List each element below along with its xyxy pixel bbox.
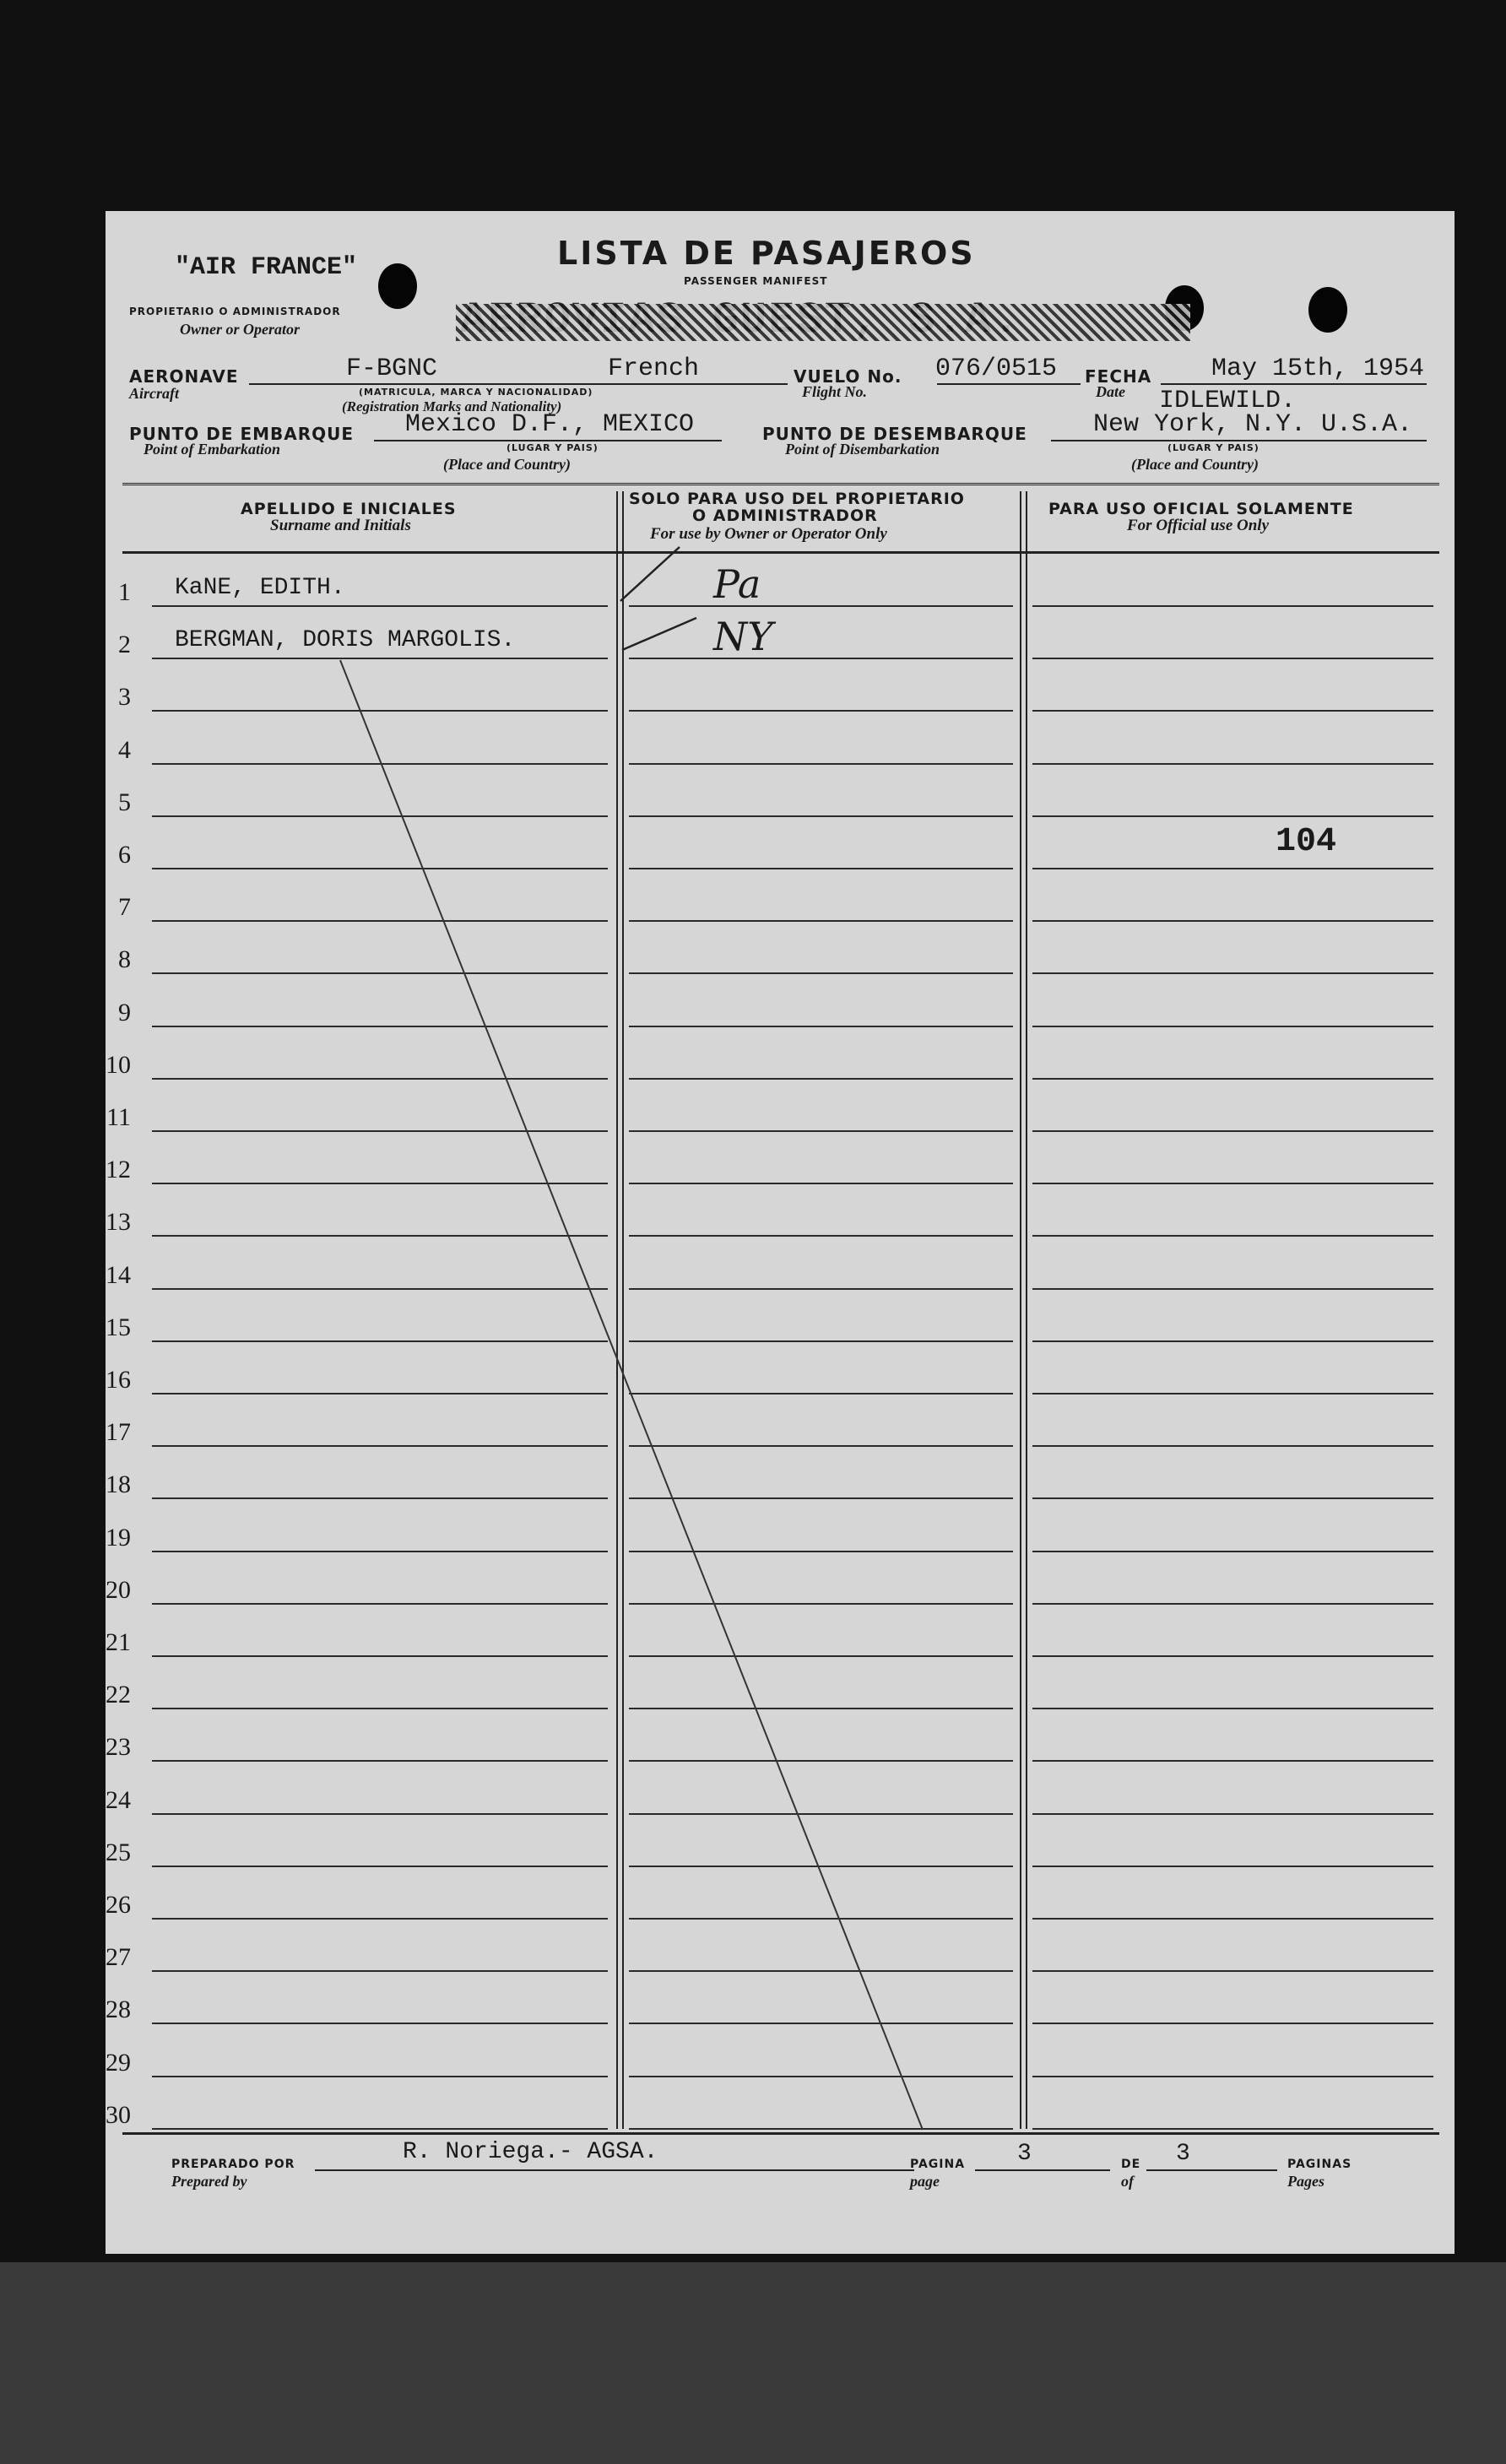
disembark-value: New York, N.Y. U.S.A.	[1093, 410, 1413, 439]
airline-name: "AIR FRANCE"	[175, 253, 358, 282]
row-rule	[1032, 1918, 1433, 1920]
of-value: 3	[1176, 2141, 1190, 2167]
owner-label-en: Owner or Operator	[180, 321, 301, 338]
row-rule	[1032, 1393, 1433, 1394]
row-number: 17	[106, 1418, 131, 1447]
of-label-en: of	[1121, 2173, 1134, 2190]
aircraft-nationality: French	[608, 355, 700, 383]
punch-hole-left	[378, 263, 417, 309]
aircraft-caption-es: (MATRICULA, MARCA Y NACIONALIDAD)	[359, 387, 593, 398]
aircraft-caption-en: (Registration Marks and Nationality)	[342, 398, 562, 414]
row-rule	[152, 1130, 608, 1132]
row-number: 5	[118, 788, 131, 816]
prepared-underline	[315, 2169, 914, 2171]
row-rule	[629, 1603, 1013, 1605]
column-header-owner-es-1: SOLO PARA USO DEL PROPIETARIO	[629, 490, 965, 508]
row-number: 7	[118, 893, 131, 922]
row-rule	[152, 1813, 608, 1815]
row-rule	[629, 868, 1013, 869]
row-rule	[152, 2023, 608, 2024]
page-value: 3	[1017, 2141, 1032, 2167]
row-rule	[1032, 1708, 1433, 1709]
row-number: 3	[118, 683, 131, 712]
flight-underline	[937, 383, 1081, 385]
row-number: 10	[106, 1050, 131, 1079]
aircraft-registration: F-BGNC	[346, 355, 438, 383]
row-rule	[1032, 658, 1433, 659]
of-label-es: DE	[1121, 2158, 1141, 2171]
row-number: 12	[106, 1156, 131, 1184]
row-rule	[629, 1078, 1013, 1080]
row-number: 18	[106, 1470, 131, 1499]
row-rule	[629, 2076, 1013, 2077]
row-rule	[629, 710, 1013, 712]
row-rule	[152, 1445, 608, 1447]
passenger-name: KaNE, EDITH.	[175, 575, 345, 601]
date-underline	[1161, 383, 1427, 385]
row-rule	[1032, 1970, 1433, 1972]
row-rule	[152, 710, 608, 712]
row-number: 24	[106, 1785, 131, 1814]
disembark-caption-es: (LUGAR Y PAIS)	[1167, 442, 1260, 453]
passenger-name: BERGMAN, DORIS MARGOLIS.	[175, 627, 516, 654]
row-rule	[629, 1497, 1013, 1499]
row-rule	[629, 920, 1013, 922]
row-rule	[629, 1760, 1013, 1762]
row-number: 27	[106, 1943, 131, 1972]
row-rule	[629, 1551, 1013, 1552]
aircraft-underline	[249, 383, 788, 385]
row-rule	[152, 2128, 608, 2130]
column-divider-1	[616, 491, 618, 2129]
row-rule	[152, 1340, 608, 1342]
row-number: 4	[118, 735, 131, 764]
row-rule	[1032, 1078, 1433, 1080]
row-rule	[152, 1026, 608, 1027]
row-rule	[152, 1866, 608, 1867]
row-rule	[1032, 2076, 1433, 2077]
row-number: 22	[106, 1681, 131, 1709]
row-rule	[1032, 710, 1433, 712]
row-rule	[1032, 868, 1433, 869]
row-rule	[629, 1026, 1013, 1027]
row-rule	[1032, 1026, 1433, 1027]
header-bottom-rule	[122, 551, 1439, 554]
embark-label-en: Point of Embarkation	[144, 441, 281, 458]
page-label-es: PAGINA	[910, 2158, 966, 2171]
prepared-value: R. Noriega.- AGSA.	[403, 2139, 658, 2165]
passenger-manifest-sheet	[106, 211, 1455, 2254]
check-mark-row-2	[622, 618, 696, 650]
row-number: 23	[106, 1733, 131, 1762]
punch-hole-right	[1308, 287, 1347, 333]
row-rule	[1032, 2023, 1433, 2024]
prepared-label-es: PREPARADO POR	[171, 2158, 295, 2171]
scan-background-band	[0, 2262, 1506, 2464]
embark-caption-en: (Place and Country)	[443, 456, 571, 473]
row-number: 20	[106, 1575, 131, 1604]
table-top-rule	[122, 483, 1439, 485]
row-rule	[152, 763, 608, 765]
flight-label-en: Flight No.	[802, 383, 868, 400]
row-rule	[1032, 920, 1433, 922]
column-divider-2b	[1026, 491, 1027, 2129]
row-rule	[1032, 815, 1433, 817]
row-rule	[152, 920, 608, 922]
column-header-official-es: PARA USO OFICIAL SOLAMENTE	[1048, 500, 1354, 518]
row-number: 25	[106, 1838, 131, 1866]
row-rule	[1032, 1603, 1433, 1605]
column-header-official-en: For Official use Only	[1127, 517, 1270, 534]
row-rule	[629, 2128, 1013, 2130]
form-subtitle: PASSENGER MANIFEST	[684, 275, 828, 287]
row-rule	[629, 815, 1013, 817]
embark-underline	[374, 440, 722, 441]
row-rule	[152, 1183, 608, 1184]
row-number: 13	[106, 1208, 131, 1237]
aircraft-label-es: AERONAVE	[129, 366, 239, 387]
page-label-en: page	[910, 2173, 940, 2190]
aircraft-label-en: Aircraft	[129, 385, 180, 402]
row-rule	[629, 1235, 1013, 1237]
row-number: 28	[106, 1996, 131, 2024]
row-rule	[1032, 605, 1433, 607]
column-header-owner-en: For use by Owner or Operator Only	[650, 525, 887, 543]
row-rule	[152, 1760, 608, 1762]
row-rule	[152, 1970, 608, 1972]
row-number: 21	[106, 1628, 131, 1656]
column-divider-2	[1020, 491, 1021, 2129]
row-rule	[152, 868, 608, 869]
row-number: 30	[106, 2100, 131, 2129]
row-rule	[629, 1445, 1013, 1447]
date-label-es: FECHA	[1085, 366, 1152, 387]
row-number: 8	[118, 945, 131, 974]
row-rule	[629, 1970, 1013, 1972]
row-rule	[629, 1183, 1013, 1184]
disembark-label-es: PUNTO DE DESEMBARQUE	[762, 424, 1027, 444]
row-rule	[629, 1288, 1013, 1290]
row-rule	[152, 972, 608, 974]
row-rule	[629, 1655, 1013, 1657]
row-rule	[629, 1130, 1013, 1132]
row-rule	[1032, 1288, 1433, 1290]
row-rule	[1032, 972, 1433, 974]
row-rule	[629, 1918, 1013, 1920]
row-rule	[629, 605, 1013, 607]
column-header-surname-es: APELLIDO E INICIALES	[241, 500, 457, 518]
row-rule	[1032, 1130, 1433, 1132]
row-rule	[1032, 1340, 1433, 1342]
row-number: 15	[106, 1313, 131, 1341]
pages-label-en: Pages	[1287, 2173, 1325, 2190]
row-rule	[1032, 2128, 1433, 2130]
footer-top-rule	[122, 2132, 1439, 2135]
row-number: 19	[106, 1523, 131, 1552]
row-rule	[1032, 1235, 1433, 1237]
date-label-en: Date	[1096, 383, 1125, 400]
row-number: 9	[118, 998, 131, 1026]
row-rule	[629, 1708, 1013, 1709]
flight-label-es: VUELO No.	[794, 366, 902, 387]
row-number: 2	[118, 631, 131, 659]
row-rule	[629, 2023, 1013, 2024]
row-rule	[1032, 1866, 1433, 1867]
column-divider-1b	[622, 491, 624, 2129]
embark-caption-es: (LUGAR Y PAIS)	[507, 442, 599, 453]
row-number: 29	[106, 2048, 131, 2077]
row-rule	[152, 1551, 608, 1552]
row-number: 6	[118, 841, 131, 869]
row-number: 14	[106, 1260, 131, 1289]
disembark-label-en: Point of Disembarkation	[785, 441, 940, 458]
owner-handwritten-mark: NY	[713, 614, 773, 660]
owner-label-es: PROPIETARIO O ADMINISTRADOR	[129, 306, 341, 317]
row-rule	[1032, 1760, 1433, 1762]
row-rule	[1032, 1183, 1433, 1184]
column-header-owner-es-2: O ADMINISTRADOR	[692, 506, 878, 525]
flight-number: 076/0515	[935, 355, 1058, 383]
row-rule	[629, 763, 1013, 765]
row-rule	[152, 1288, 608, 1290]
disembark-caption-en: (Place and Country)	[1131, 456, 1259, 473]
row-rule	[629, 1866, 1013, 1867]
column-header-surname-en: Surname and Initials	[270, 517, 411, 534]
of-underline	[1146, 2169, 1277, 2171]
row-rule	[1032, 1551, 1433, 1552]
row-rule	[152, 1393, 608, 1394]
owner-value-strikeout	[456, 304, 1190, 341]
row-rule	[152, 605, 608, 607]
date-value: May 15th, 1954	[1211, 355, 1425, 383]
row-rule	[1032, 1655, 1433, 1657]
row-rule	[629, 1340, 1013, 1342]
row-rule	[629, 972, 1013, 974]
row-rule	[152, 1497, 608, 1499]
row-rule	[152, 1235, 608, 1237]
owner-handwritten-mark: Pa	[713, 561, 761, 607]
pages-label-es: PAGINAS	[1287, 2158, 1352, 2171]
row-number: 26	[106, 1891, 131, 1919]
embark-value: Mexico D.F., MEXICO	[405, 410, 695, 439]
disembark-airport: IDLEWILD.	[1159, 387, 1297, 415]
page-underline	[975, 2169, 1110, 2171]
row-rule	[629, 1813, 1013, 1815]
row-rule	[152, 1603, 608, 1605]
official-stamp-number: 104	[1276, 823, 1337, 861]
row-rule	[152, 1918, 608, 1920]
row-number: 11	[106, 1103, 131, 1131]
embark-label-es: PUNTO DE EMBARQUE	[129, 424, 355, 444]
check-mark-row-1	[620, 547, 680, 601]
row-rule	[1032, 1813, 1433, 1815]
row-rule	[152, 2076, 608, 2077]
row-rule	[629, 1393, 1013, 1394]
row-rule	[1032, 1445, 1433, 1447]
row-rule	[1032, 763, 1433, 765]
row-rule	[152, 658, 608, 659]
row-rule	[152, 1655, 608, 1657]
row-rule	[629, 658, 1013, 659]
row-rule	[152, 1078, 608, 1080]
row-number: 1	[118, 578, 131, 606]
prepared-label-en: Prepared by	[171, 2173, 247, 2190]
form-title: LISTA DE PASAJEROS	[557, 235, 976, 272]
row-rule	[1032, 1497, 1433, 1499]
disembark-underline	[1051, 440, 1427, 441]
row-rule	[152, 1708, 608, 1709]
row-number: 16	[106, 1366, 131, 1394]
row-rule	[152, 815, 608, 817]
